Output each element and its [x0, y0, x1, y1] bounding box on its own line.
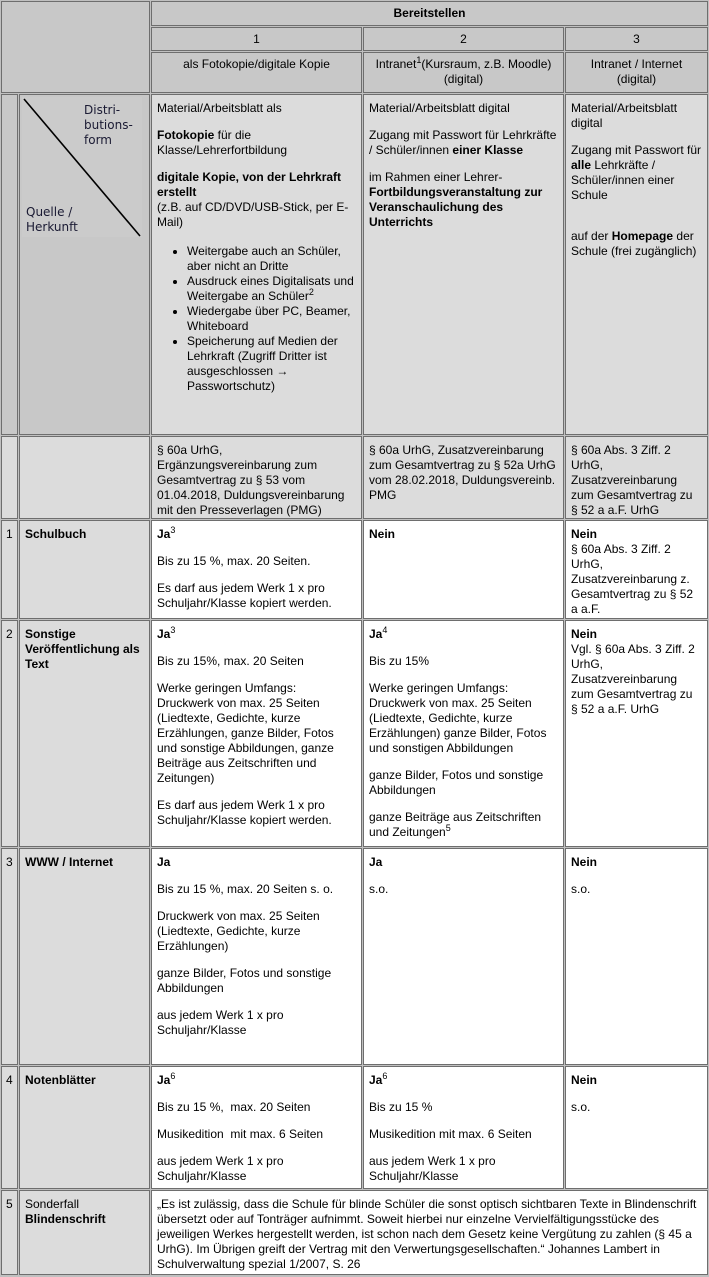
row3-col1-cell	[151, 848, 362, 1065]
label-line: Herkunft	[26, 220, 78, 234]
label-line: butions-	[84, 118, 133, 132]
legal-basis-text: § 60a UrhG, Zusatzvereinbarung zum Gesamtvertrag zu § 52a UrhG vom 28.02.2018, Duldungsvereinb. PMG	[369, 443, 556, 502]
row1-col1-cell	[151, 520, 362, 619]
row-number: 2	[6, 627, 13, 641]
footnote-ref: 3	[170, 525, 176, 535]
cell-text: Bis zu 15 %, max. 20 Seiten	[157, 1100, 311, 1114]
cell-text	[369, 810, 558, 840]
distribution-col3-cell	[565, 94, 708, 435]
distribution-form-label	[84, 103, 133, 148]
list-item	[187, 334, 356, 394]
quote-text: „Es ist zulässig, dass die Schule für blinde Schüler die sonst optisch sichtbaren Texte in Blindenschrift übersetzt oder auf Tonträger aufnimmt. Soweit hierbei nur einzelne Vervielfältigungsstücke des jeweiligen Werkes hergestellt werden, ist schon nach dem Gesetz keine Vergütung zu zahlen (§ 45 a UrhG). Im Übrigen greift der Vertrag mit den Verwertungsgesellschaften.“ Johannes Lambert in Schulverwaltung spezial 1/2007, S. 26	[157, 1197, 697, 1271]
row-label-cell	[19, 1190, 150, 1275]
cell-text: Musikedition mit max. 6 Seiten	[369, 1127, 532, 1141]
source-origin-label	[26, 205, 78, 235]
text: im Rahmen einer Lehrer-	[369, 170, 503, 184]
cell-text: Material/Arbeitsblatt digital	[369, 101, 510, 115]
verdict-text: Ja	[157, 855, 171, 869]
cell-text	[369, 128, 558, 158]
row-label-bold: Blindenschrift	[25, 1212, 106, 1226]
bold-text: Homepage	[611, 229, 674, 243]
row-number-cell	[1, 620, 18, 847]
col-title-text: Intranet	[375, 57, 417, 71]
label-line: Quelle /	[26, 205, 73, 219]
footnote-ref: 5	[445, 823, 451, 833]
col-title-text: als Fotokopie/digitale Kopie	[183, 57, 330, 71]
col-number-2	[363, 27, 564, 51]
list-item	[187, 244, 356, 274]
verdict	[369, 1073, 558, 1088]
verdict	[571, 1073, 702, 1088]
list-item	[187, 304, 356, 334]
verdict	[157, 855, 356, 870]
row-label-cell	[19, 620, 150, 847]
row-label: WWW / Internet	[25, 855, 113, 869]
cell-text	[157, 170, 356, 230]
footnote-ref: 1	[416, 55, 422, 65]
row-number: 3	[6, 855, 13, 869]
row-number: 1	[6, 527, 13, 541]
row4-col2-cell	[363, 1066, 564, 1189]
col-title-text: (digital)	[616, 72, 657, 86]
row-number: 4	[6, 1073, 13, 1087]
text: Weitergabe auch an Schüler, aber nicht an Dritte	[187, 244, 341, 273]
row1-col3-cell	[565, 520, 708, 619]
col-number-3	[565, 27, 708, 51]
row2-col1-cell	[151, 620, 362, 847]
verdict	[571, 855, 702, 870]
cell-text: Bis zu 15%, max. 20 Seiten	[157, 654, 304, 668]
cell-text	[157, 128, 356, 158]
col-number-text: 3	[633, 32, 640, 46]
header-group-title	[151, 1, 708, 26]
legal-basis-text: § 60a UrhG, Ergänzungsvereinbarung zum Gesamtvertrag zu § 53 vom 01.04.2018, Duldungsvereinbarung mit den Presseverlagen (PMG)	[157, 443, 345, 517]
col-title-3	[565, 52, 708, 93]
row-number-cell	[1, 520, 18, 619]
text: Speicherung auf Medien der Lehrkraft (Zugriff Dritter ist ausgeschlossen → Passwortschutz)	[187, 334, 338, 393]
cell-text: Werke geringen Umfangs: Druckwerk von max. 25 Seiten (Liedtexte, Gedichte, kurze Erzählungen) ganze Bilder, Fotos und sonstigen Abbildungen	[369, 681, 547, 755]
verdict-text: Ja	[369, 1073, 383, 1087]
cell-text: aus jedem Werk 1 x pro Schuljahr/Klasse	[157, 1008, 284, 1037]
text: Zugang mit Passwort für	[571, 143, 702, 157]
row4-col1-cell	[151, 1066, 362, 1189]
row-number-cell	[1, 1190, 18, 1275]
row-label-cell	[19, 1066, 150, 1189]
cell-text	[571, 143, 702, 203]
cell-text: Es darf aus jedem Werk 1 x pro Schuljahr/Klasse kopiert werden.	[157, 581, 332, 610]
row3-col2-cell	[363, 848, 564, 1065]
row-number: 5	[6, 1197, 13, 1211]
footnote-ref: 3	[170, 625, 176, 635]
distribution-col1-cell	[151, 94, 362, 435]
row4-col3-cell	[565, 1066, 708, 1189]
legal-basis-text: § 60a Abs. 3 Ziff. 2 UrhG, Zusatzvereinbarung zum Gesamtvertrag zu § 52 a a.F. UrhG	[571, 443, 693, 517]
col-title-text: (Kursraum, z.B. Moodle)	[421, 57, 552, 71]
verdict-text: Nein	[571, 527, 598, 541]
verdict-text: Ja	[157, 1073, 171, 1087]
verdict-text: Ja	[157, 627, 171, 641]
bold-text: einer Klasse	[452, 143, 524, 157]
text: der Schule (frei zugänglich)	[571, 229, 697, 258]
col-title-1	[151, 52, 362, 93]
row-label: Schulbuch	[25, 527, 87, 541]
label-line: form	[84, 133, 112, 147]
cell-text: Bis zu 15 %, max. 20 Seiten.	[157, 554, 311, 568]
bereitstellen-label: Bereitstellen	[393, 6, 466, 20]
row-number-cell	[1, 848, 18, 1065]
footnote-ref: 6	[382, 1071, 388, 1081]
verdict-text: Ja	[369, 855, 383, 869]
usage-list	[157, 244, 356, 394]
distribution-col2-cell	[363, 94, 564, 435]
verdict-text: Ja	[369, 627, 383, 641]
text: Zugang mit Passwort für Lehrkräfte / Schüler/innen	[369, 128, 557, 157]
row2-col3-cell	[565, 620, 708, 847]
text: Lehrkräfte / Schüler/innen einer Schule	[571, 158, 675, 202]
row-label: Sonderfall	[25, 1197, 80, 1211]
legal-col3-cell	[565, 436, 708, 519]
cell-text: aus jedem Werk 1 x pro Schuljahr/Klasse	[157, 1154, 284, 1183]
distribution-row-num-cell	[1, 94, 18, 435]
row-label: Sonstige Veröffentlichung als Text	[25, 627, 140, 671]
verdict-text: Ja	[157, 527, 171, 541]
cell-text: Druckwerk von max. 25 Seiten (Liedtexte, Gedichte, kurze Erzählungen)	[157, 909, 320, 953]
row3-col3-cell	[565, 848, 708, 1065]
text: Ausdruck eines Digitalisats und Weitergabe an Schüler	[187, 274, 354, 303]
verdict	[157, 627, 356, 642]
verdict	[369, 627, 558, 642]
legal-row-label-cell	[19, 436, 150, 519]
footnote-ref: 4	[382, 625, 388, 635]
bold-text: digitale Kopie, von der Lehrkraft erstellt	[157, 170, 342, 199]
verdict	[157, 527, 356, 542]
cell-text: Bis zu 15 %	[369, 1100, 433, 1114]
verdict	[157, 1073, 356, 1088]
bold-text: Fortbildungsveranstaltung zur Veranschaulichung des Unterrichts	[369, 185, 543, 229]
verdict-text: Nein	[571, 1073, 598, 1087]
footnote-ref: 2	[308, 287, 314, 297]
text: auf der	[571, 229, 612, 243]
cell-text: s.o.	[571, 1100, 591, 1114]
cell-text: s.o.	[571, 882, 591, 896]
cell-text: ganze Bilder, Fotos und sonstige Abbildungen	[157, 966, 332, 995]
row-number-cell	[1, 1066, 18, 1189]
col-number-1	[151, 27, 362, 51]
cell-text: s.o.	[369, 882, 389, 896]
text: (z.B. auf CD/DVD/USB-Stick, per E-Mail)	[157, 200, 349, 229]
col-title-text: (digital)	[443, 72, 484, 86]
cell-text: § 60a Abs. 3 Ziff. 2 UrhG, Zusatzvereinbarung z. Gesamtvertrag zu § 52 a a.F.	[571, 542, 694, 616]
text: ganze Beiträge aus Zeitschriften und Zeitungen	[369, 810, 542, 839]
verdict-text: Nein	[571, 627, 598, 641]
cell-text	[369, 170, 558, 230]
cell-text: Bis zu 15 %, max. 20 Seiten s. o.	[157, 882, 334, 896]
verdict	[369, 855, 558, 870]
row-label-cell	[19, 848, 150, 1065]
header-corner-cell	[1, 1, 150, 93]
verdict-text: Nein	[369, 527, 396, 541]
cell-text: Musikedition mit max. 6 Seiten	[157, 1127, 324, 1141]
cell-text: Es darf aus jedem Werk 1 x pro Schuljahr/Klasse kopiert werden.	[157, 798, 332, 827]
col-number-text: 1	[253, 32, 260, 46]
text: für die Klasse/Lehrerfortbildung	[157, 128, 288, 157]
legal-col2-cell	[363, 436, 564, 519]
cell-text: Vgl. § 60a Abs. 3 Ziff. 2 UrhG, Zusatzvereinbarung zum Gesamtvertrag zu § 52 a a.F. UrhG	[571, 642, 695, 716]
footnote-ref: 6	[170, 1071, 176, 1081]
row2-col2-cell	[363, 620, 564, 847]
cell-text: ganze Bilder, Fotos und sonstige Abbildungen	[369, 768, 544, 797]
row-label: Notenblätter	[25, 1073, 96, 1087]
cell-text: Material/Arbeitsblatt digital	[571, 101, 678, 130]
cell-text: Werke geringen Umfangs: Druckwerk von max. 25 Seiten (Liedtexte, Gedichte, kurze Erzählungen, ganze Bilder, Fotos und sonstige Abbildungen, ganze Beiträge aus Zeitschriften und Zeitungen)	[157, 681, 334, 785]
diagonal-header-graphic	[22, 97, 142, 237]
row5-quote-cell	[151, 1190, 708, 1275]
row1-col2-cell	[363, 520, 564, 619]
list-item	[187, 274, 356, 304]
legal-row-num-cell	[1, 436, 18, 519]
cell-text: Material/Arbeitsblatt als	[157, 101, 282, 115]
verdict-text: Nein	[571, 855, 598, 869]
col-title-2	[363, 52, 564, 93]
cell-text: aus jedem Werk 1 x pro Schuljahr/Klasse	[369, 1154, 496, 1183]
label-line: Distri-	[84, 103, 121, 117]
legal-col1-cell	[151, 436, 362, 519]
bold-text: alle	[571, 158, 592, 172]
col-title-text: Intranet / Internet	[590, 57, 683, 71]
cell-text: Bis zu 15%	[369, 654, 430, 668]
text: Wiedergabe über PC, Beamer, Whiteboard	[187, 304, 351, 333]
bold-text: Fotokopie	[157, 128, 215, 142]
cell-text	[571, 229, 702, 259]
row-label-cell	[19, 520, 150, 619]
col-number-text: 2	[460, 32, 467, 46]
